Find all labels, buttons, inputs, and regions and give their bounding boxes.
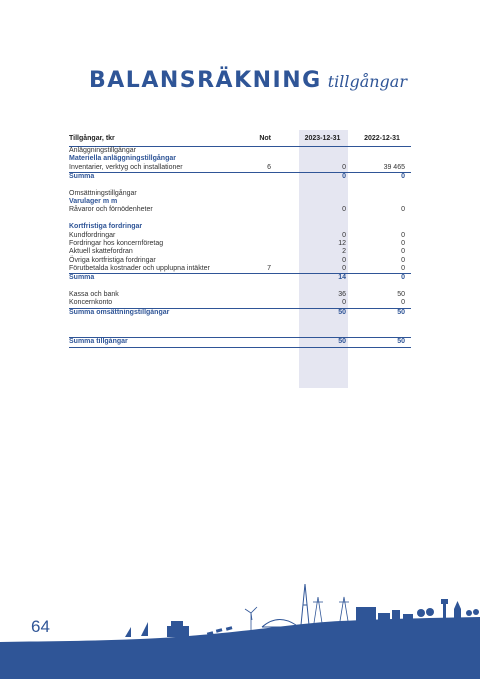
- row-label: Summa omsättningstillgångar: [69, 308, 170, 316]
- row-label: Övriga kortfristiga fordringar: [69, 256, 156, 264]
- row-value-2023: 0: [342, 256, 346, 264]
- footer-wave: [0, 617, 480, 679]
- trees-icon: [417, 608, 479, 617]
- table-row: [69, 164, 411, 172]
- table-row: [69, 155, 411, 163]
- row-value-2023: 50: [338, 308, 346, 316]
- row-value-2023: 2: [342, 248, 346, 256]
- row-label: Råvaror och förnödenheter: [69, 206, 153, 214]
- page-number: 64: [31, 617, 50, 636]
- row-value-2023: 0: [342, 231, 346, 239]
- row-label: Varulager m m: [69, 197, 118, 205]
- table-row: [69, 257, 411, 265]
- row-value-2023: 0: [342, 163, 346, 171]
- row-value-2022: 0: [401, 231, 405, 239]
- row-note: 6: [267, 163, 271, 171]
- row-value-2022: 0: [401, 265, 405, 273]
- row-label: Inventarier, verktyg och installationer: [69, 163, 183, 171]
- table-row: [69, 232, 411, 240]
- table-row: [69, 206, 411, 214]
- table-row: [69, 337, 411, 348]
- row-value-2023: 14: [338, 274, 346, 282]
- spacer-row: [69, 181, 411, 189]
- row-value-2022: 50: [397, 308, 405, 316]
- row-label: Kassa och bank: [69, 290, 119, 298]
- spacer-row: [69, 317, 411, 337]
- table-header: [69, 130, 411, 147]
- row-value-2022: 0: [401, 173, 405, 181]
- row-value-2023: 0: [342, 299, 346, 307]
- row-label: Kortfristiga fordringar: [69, 223, 143, 231]
- header-col-2022: 2022-12-31: [364, 135, 400, 142]
- sailboat-icon: [125, 622, 148, 637]
- wind-turbine-icon: [245, 607, 257, 630]
- row-value-2022: 0: [401, 206, 405, 214]
- title-main: BALANSRÄKNING: [89, 68, 322, 93]
- table-row: [69, 190, 411, 198]
- header-not: Not: [259, 135, 271, 142]
- spacer-row: [69, 215, 411, 223]
- row-value-2022: 0: [401, 274, 405, 282]
- row-value-2022: 50: [397, 290, 405, 298]
- power-pylon-icon: [313, 597, 349, 623]
- row-label: Summa tillgångar: [69, 337, 128, 345]
- table-row: [69, 265, 411, 273]
- table-row: [69, 308, 411, 317]
- table-row: [69, 223, 411, 231]
- row-label: Materiella anläggningstillgångar: [69, 155, 176, 163]
- page-title: [89, 68, 407, 93]
- row-value-2022: 0: [401, 256, 405, 264]
- row-label: Omsättningstillgångar: [69, 189, 137, 197]
- header-col-2023: 2023-12-31: [304, 135, 341, 142]
- buildings-icon: [356, 607, 413, 621]
- row-label: Fordringar hos koncernföretag: [69, 239, 164, 247]
- table-row: [69, 273, 411, 282]
- row-value-2023: 0: [342, 265, 346, 273]
- balance-sheet-table: [69, 130, 411, 348]
- table-row: [69, 248, 411, 256]
- row-value-2022: 0: [401, 299, 405, 307]
- spacer-row: [69, 282, 411, 290]
- row-value-2022: 0: [401, 239, 405, 247]
- header-label: Tillgångar, tkr: [69, 135, 115, 142]
- row-label: Aktuell skattefordran: [69, 248, 133, 256]
- row-label: Kundfordringar: [69, 231, 116, 239]
- row-value-2022: 39 465: [383, 163, 405, 171]
- row-value-2023: 36: [338, 290, 346, 298]
- row-value-2023: 12: [338, 239, 346, 247]
- row-label: Förutbetalda kostnader och upplupna intäkter: [69, 265, 210, 273]
- table-row: [69, 291, 411, 299]
- row-value-2023: 0: [342, 173, 346, 181]
- row-value-2023: 50: [338, 337, 346, 345]
- footer-skyline: [0, 575, 480, 679]
- cruise-ship-icon: [167, 621, 189, 637]
- row-label: Anläggningstillgångar: [69, 147, 136, 154]
- row-label: Summa: [69, 173, 95, 181]
- water-tower-icon: [441, 599, 448, 619]
- radio-tower-icon: [301, 584, 309, 625]
- title-script: tillgångar: [327, 72, 407, 91]
- table-row: [69, 299, 411, 307]
- row-label: Summa: [69, 274, 95, 282]
- row-note: 7: [267, 265, 271, 273]
- table-body: [69, 147, 411, 348]
- row-label: Koncernkonto: [69, 299, 113, 307]
- row-value-2022: 50: [397, 337, 405, 345]
- church-icon: [454, 601, 461, 619]
- row-value-2022: 0: [401, 248, 405, 256]
- table-row: [69, 172, 411, 181]
- row-value-2023: 0: [342, 206, 346, 214]
- table-row: [69, 240, 411, 248]
